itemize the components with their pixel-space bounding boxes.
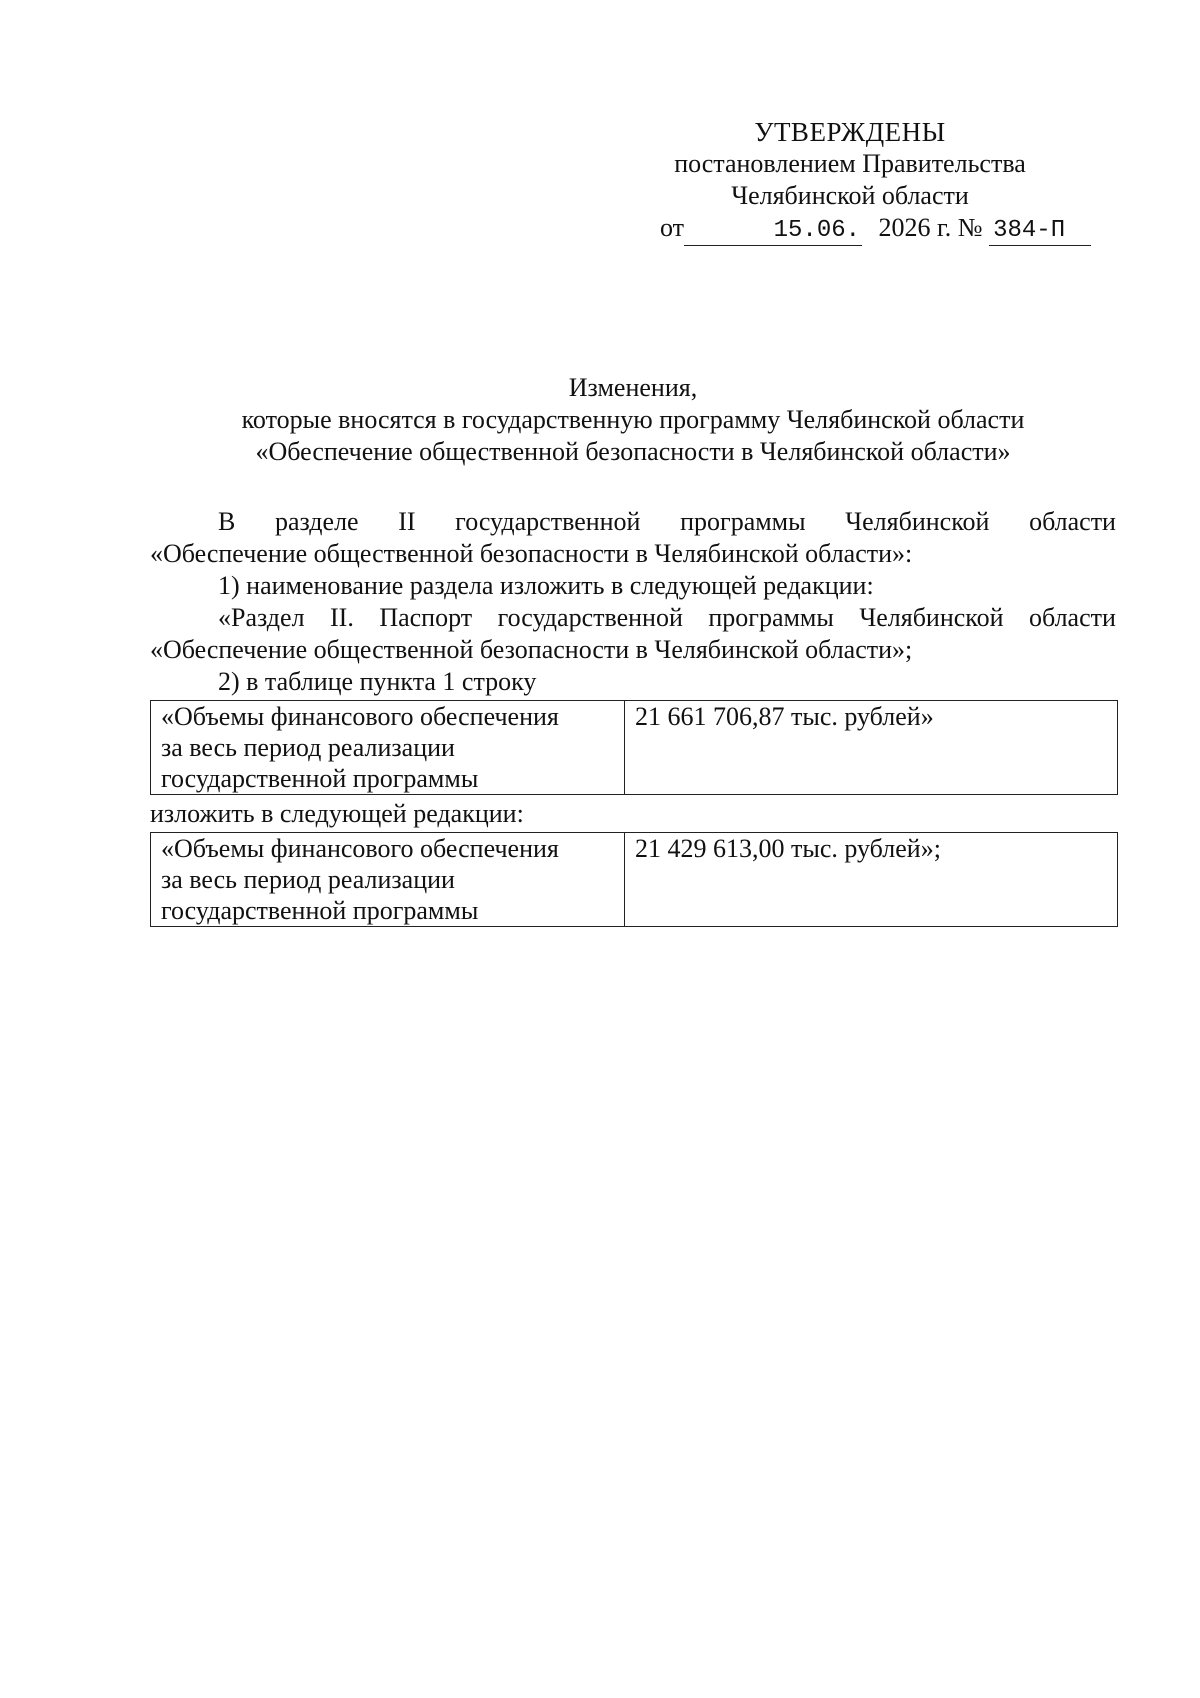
title-line-1: Изменения, <box>568 373 698 402</box>
old-label-line-3: государственной программы <box>161 764 479 793</box>
paragraph-2-line-1 <box>150 602 1116 634</box>
approval-line-1: постановлением Правительства <box>674 149 1026 178</box>
year-number-label: 2026 г. № <box>878 213 983 242</box>
between-text: изложить в следующей редакции: <box>150 799 524 828</box>
approval-block <box>640 116 1060 212</box>
word: II <box>398 507 416 536</box>
word: «Раздел <box>218 603 305 632</box>
word: программы <box>680 507 806 536</box>
old-label-line-1: «Объемы финансового обеспечения <box>161 702 559 731</box>
date-prefix: от <box>660 213 685 242</box>
new-label-line-2: за весь период реализации <box>161 865 455 894</box>
word: Челябинской <box>845 507 990 536</box>
number-field: 384-П <box>989 217 1091 246</box>
word: В <box>218 507 236 536</box>
document-title <box>150 372 1116 468</box>
paragraph-2-line-2: «Обеспечение общественной безопасности в Челябинской области»; <box>150 635 913 664</box>
word: программы <box>708 603 834 632</box>
old-label-cell <box>151 701 625 795</box>
approval-heading: УТВЕРЖДЕНЫ <box>754 117 946 147</box>
document-body <box>150 506 1116 698</box>
item-2: 2) в таблице пункта 1 строку <box>218 667 537 696</box>
word: государственной <box>497 603 683 632</box>
word: II. <box>330 603 354 632</box>
new-label-line-3: государственной программы <box>161 896 479 925</box>
word: Челябинской <box>859 603 1004 632</box>
word: области <box>1029 507 1116 536</box>
table-row <box>151 833 1118 927</box>
word: области <box>1029 603 1116 632</box>
old-value: 21 661 706,87 тыс. рублей» <box>635 702 934 731</box>
approval-line-2: Челябинской области <box>731 181 969 210</box>
old-label-line-2: за весь период реализации <box>161 733 455 762</box>
date-field: 15.06. <box>684 217 862 246</box>
paragraph-1-line-1 <box>150 506 1116 538</box>
word: государственной <box>455 507 641 536</box>
title-line-3: «Обеспечение общественной безопасности в Челябинской области» <box>255 437 1011 466</box>
old-value-cell <box>625 701 1118 795</box>
new-value-cell <box>625 833 1118 927</box>
table-row <box>151 701 1118 795</box>
new-label-line-1: «Объемы финансового обеспечения <box>161 834 559 863</box>
word: разделе <box>274 507 359 536</box>
word: Паспорт <box>379 603 473 632</box>
title-line-2: которые вносятся в государственную программу Челябинской области <box>241 405 1025 434</box>
item-1: 1) наименование раздела изложить в следующей редакции: <box>218 571 874 600</box>
new-row-table <box>150 832 1118 927</box>
new-value: 21 429 613,00 тыс. рублей»; <box>635 834 941 863</box>
approval-date-line <box>660 212 1091 246</box>
paragraph-1-line-2: «Обеспечение общественной безопасности в Челябинской области»: <box>150 539 913 568</box>
new-label-cell <box>151 833 625 927</box>
old-row-table <box>150 700 1118 795</box>
